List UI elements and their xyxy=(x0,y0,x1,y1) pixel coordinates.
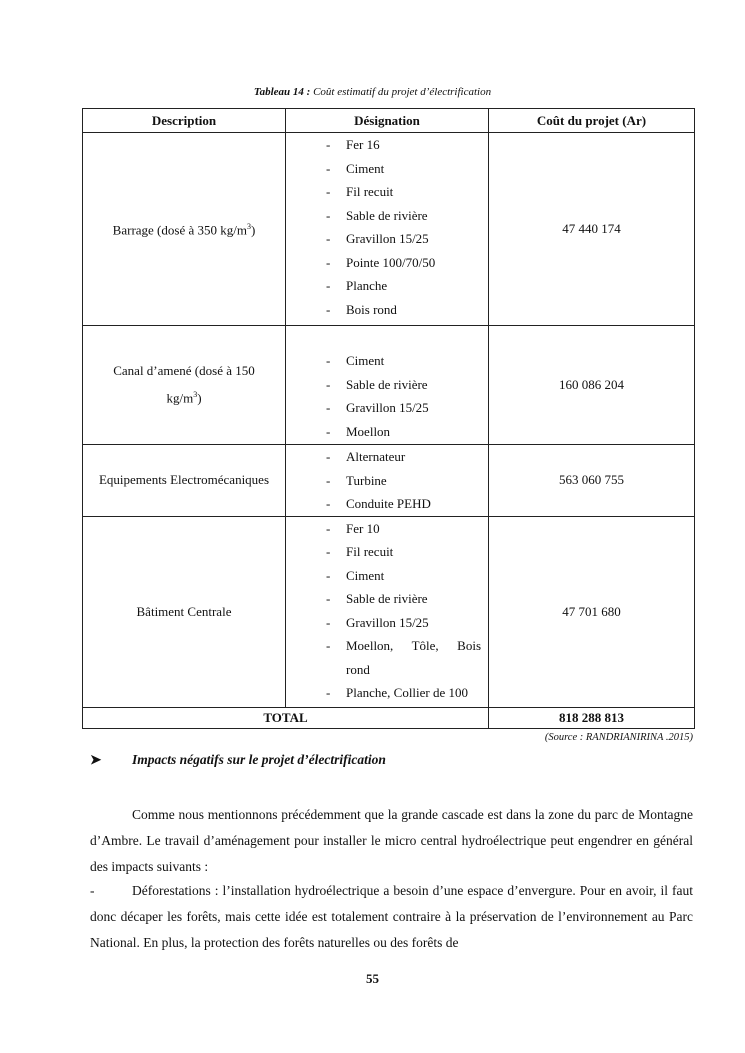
list-item: - Gravillon 15/25 xyxy=(326,400,429,415)
row-cost: 47 440 174 xyxy=(489,133,695,326)
row-designation xyxy=(286,516,489,707)
list-item: - Ciment xyxy=(326,160,385,176)
list-item: - Conduite PEHD xyxy=(326,496,431,511)
caption-label: Tableau 14 : xyxy=(253,86,311,98)
row-description: Equipements Electromécaniques xyxy=(83,445,286,517)
section-heading xyxy=(90,752,386,768)
list-item: - Fil recuit xyxy=(326,184,394,199)
cost-table xyxy=(82,108,695,729)
list-item: - Sable de rivière xyxy=(326,591,428,606)
header-cost: Coût du projet (Ar) xyxy=(489,109,695,133)
table-caption xyxy=(0,86,745,98)
list-item: - Turbine xyxy=(326,472,387,488)
list-item: - Bois rond xyxy=(326,301,397,317)
list-item: - Fil recuit xyxy=(326,544,394,559)
list-item: - Ciment xyxy=(326,353,385,368)
row-description: Barrage (dosé à 350 $kg/m^3$) xyxy=(83,133,286,326)
header-designation: Désignation xyxy=(286,109,489,133)
row-designation xyxy=(286,326,489,445)
table-header-row xyxy=(83,109,695,133)
total-label: TOTAL xyxy=(83,707,489,728)
table-row xyxy=(83,445,695,517)
arrow-bullet-icon: ➤ xyxy=(90,752,102,767)
list-item: - Alternateur xyxy=(326,449,406,464)
total-row xyxy=(83,707,695,728)
total-value: 818 288 813 xyxy=(489,707,695,728)
paragraph: Comme nous mentionnons précédemment que la grande cascade est dans la zone du parc de Montagne d’Ambre. Le travail d’aménagement pour installer le micro central hydroélectrique peut engendrer en général des impacts suivants : xyxy=(90,807,693,874)
list-item: - Sable de rivière xyxy=(326,207,428,223)
table-source: (Source : RANDRIANIRINA .2015) xyxy=(544,732,693,743)
list-item: rond xyxy=(346,661,370,677)
row-designation xyxy=(286,133,489,326)
paragraph-bullet: - Déforestations : l’installation hydroélectrique a besoin d’une espace d’envergure. Pour en avoir, il faut donc décaper les forêts, mais cette idée est totalement contraire à la préservation de l’environnement au Parc National. En plus, la protection des forêts naturelles ou des forêts de xyxy=(90,878,693,956)
list-item: - Ciment xyxy=(326,567,385,583)
row-cost: 47 701 680 xyxy=(489,516,695,707)
header-description: Description xyxy=(83,109,286,133)
table-row xyxy=(83,516,695,707)
row-designation xyxy=(286,445,489,517)
list-item: - Gravillon 15/25 xyxy=(326,614,429,630)
page-number: 55 xyxy=(366,971,379,986)
list-item: - Gravillon 15/25 xyxy=(326,231,429,246)
row-cost: 160 086 204 xyxy=(489,326,695,445)
table-row xyxy=(83,326,695,445)
list-item: - Planche, Collier de 100 xyxy=(326,685,469,700)
list-item: - Planche xyxy=(326,278,388,293)
caption-text: Coût estimatif du projet d’électrification xyxy=(313,86,492,98)
table-row xyxy=(83,133,695,326)
row-description: Bâtiment Centrale xyxy=(83,516,286,707)
list-item: - Sable de rivière xyxy=(326,376,428,392)
heading-text: Impacts négatifs sur le projet d’électrification xyxy=(132,752,386,767)
row-cost: 563 060 755 xyxy=(489,445,695,517)
list-item: - Fer 10 xyxy=(326,520,380,536)
dash-bullet-icon: - xyxy=(90,883,95,898)
list-item: - Moellon, Tôle, Bois xyxy=(326,638,481,653)
row-description: Canal d’amené (dosé à 150 $kg/m^3$) xyxy=(83,326,286,445)
list-item: - Pointe 100/70/50 xyxy=(326,254,436,270)
list-item: - Fer 16 xyxy=(326,137,380,152)
list-item: - Moellon xyxy=(326,423,391,439)
